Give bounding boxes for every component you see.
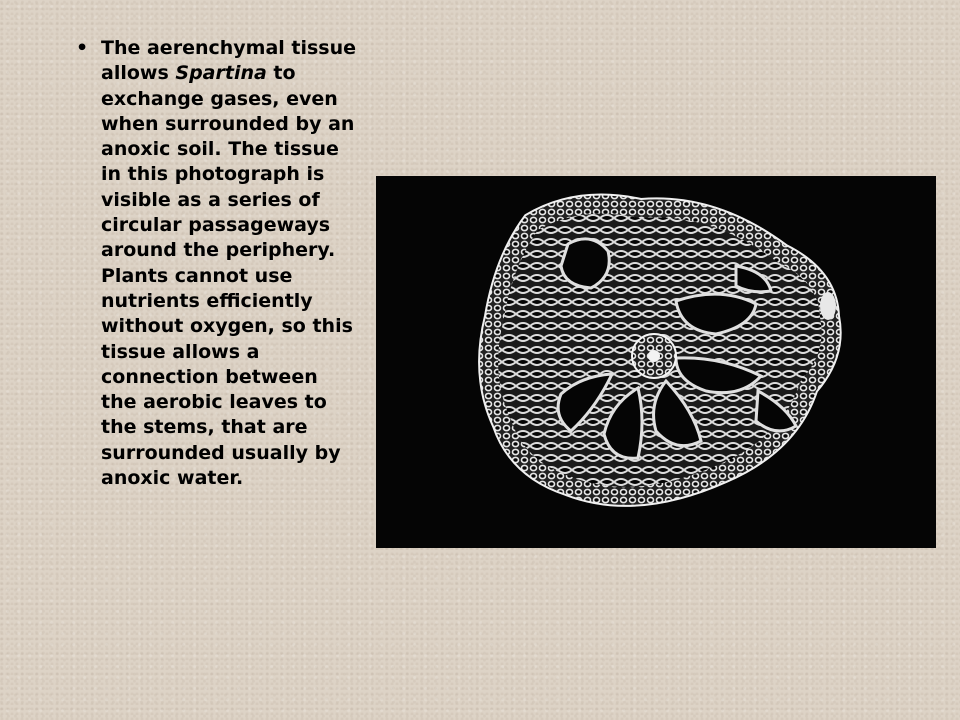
bullet-text-start: The aerenchymal tissue allows bbox=[101, 37, 357, 85]
species-name: Spartina bbox=[175, 62, 267, 85]
micrograph-photo bbox=[376, 176, 936, 548]
bullet-text-rest: to exchange gases, even when surrounded by an anoxic soil. The tissue in this photograph is visible as a series of circular passageways around the periphery. Plants cannot use nutrients efficiently without oxygen, so this tissue allows a connection between the aerobic leaves to the stems, that are surrounded usually by anoxic water. bbox=[101, 62, 355, 490]
bullet-item bbox=[76, 36, 358, 491]
aerenchyma-cross-section-image bbox=[376, 176, 936, 548]
bullet-list bbox=[76, 36, 358, 491]
bullet-dot: • bbox=[76, 37, 89, 59]
